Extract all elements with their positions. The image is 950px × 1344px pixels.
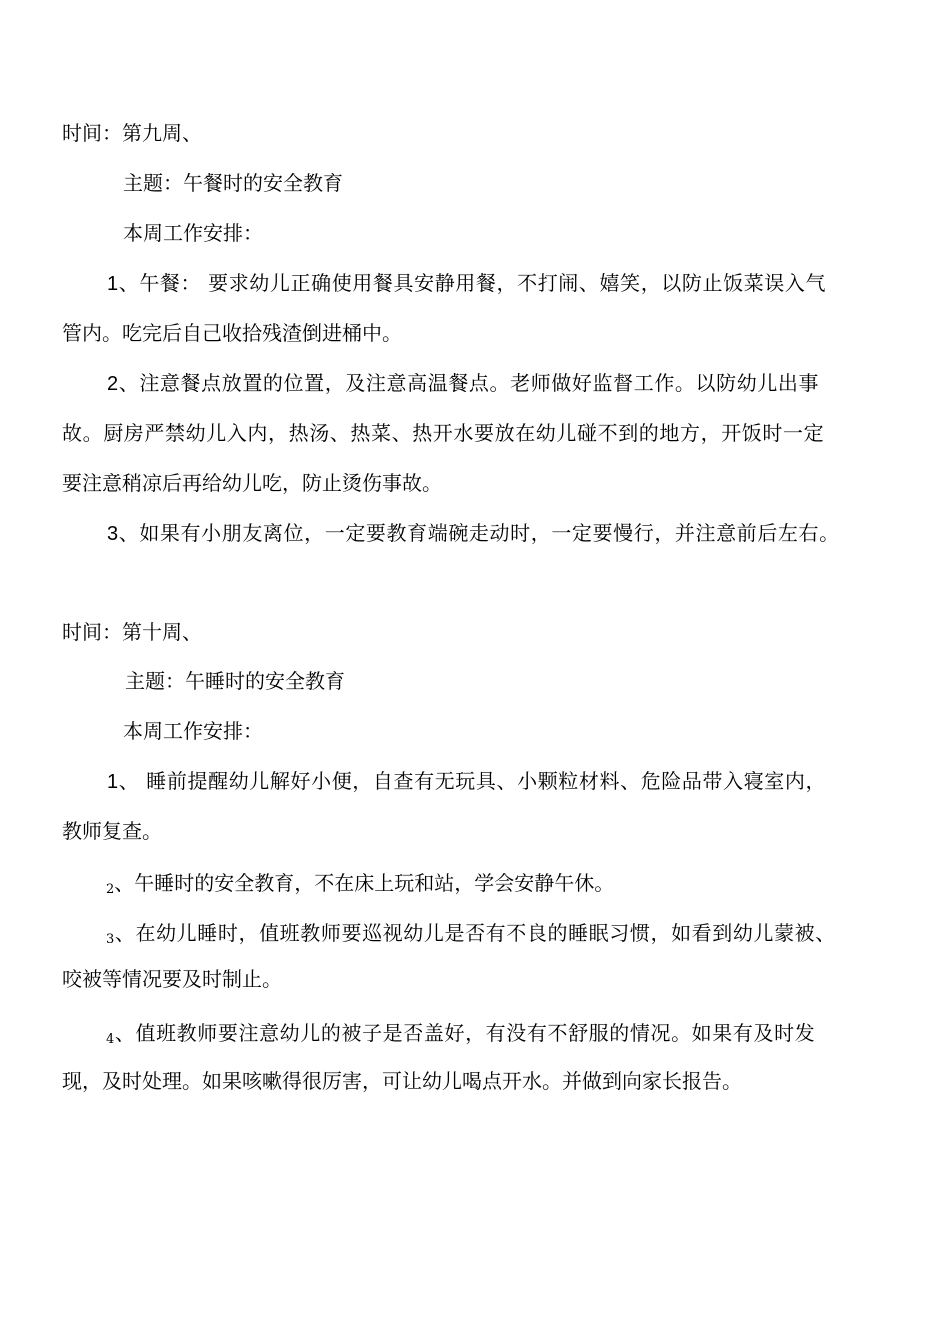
section1-item3-line1 xyxy=(107,520,840,547)
section2-item1-line1 xyxy=(107,768,826,795)
section1-item3-text: 、如果有小朋友离位，一定要教育端碗走动时，一定要慢行，并注意前后左右。 xyxy=(118,521,840,545)
section2-item4-number: 4 xyxy=(106,1032,115,1047)
section1-item1-number: 1 xyxy=(107,273,119,295)
section2-item1-number: 1 xyxy=(107,771,119,793)
section2-item1-line2: 教师复查。 xyxy=(62,819,162,843)
section1-item2-line3: 要注意稍凉后再给幼儿吃，防止烫伤事故。 xyxy=(62,471,442,495)
section1-schedule: 本周工作安排： xyxy=(123,221,263,245)
section1-time: 时间：第九周、 xyxy=(62,121,202,145)
section2-item4-line2: 现，及时处理。如果咳嗽得很厉害，可让幼儿喝点开水。并做到向家长报告。 xyxy=(62,1069,742,1093)
section1-item1-line2: 管内。吃完后自己收拾残渣倒进桶中。 xyxy=(62,321,402,345)
section2-item4-line1 xyxy=(106,1020,815,1050)
section1-theme: 主题：午餐时的安全教育 xyxy=(123,171,343,195)
section2-item2-text: 、午睡时的安全教育，不在床上玩和站，学会安静午休。 xyxy=(114,871,615,895)
section2-item3-line1 xyxy=(106,920,836,950)
section2-item1-text: 、 睡前提醒幼儿解好小便，自查有无玩具、小颗粒材料、危险品带入寝室内， xyxy=(118,769,827,793)
section2-item3-line2: 咬被等情况要及时制止。 xyxy=(62,967,282,991)
section1-item2-number: 2 xyxy=(107,373,119,395)
section2-item3-text: 、在幼儿睡时，值班教师要巡视幼儿是否有不良的睡眠习惯，如看到幼儿蒙被、 xyxy=(114,921,836,945)
section1-item2-line2: 故。厨房严禁幼儿入内，热汤、热菜、热开水要放在幼儿碰不到的地方，开饭时一定 xyxy=(62,421,825,445)
section2-item2-number: 2 xyxy=(106,882,115,897)
section1-item3-number: 3 xyxy=(107,523,119,545)
section2-item3-number: 3 xyxy=(106,932,115,947)
section1-item1-text: 、午餐： 要求幼儿正确使用餐具安静用餐，不打闹、嬉笑，以防止饭菜误入气 xyxy=(118,271,827,295)
section1-item2-line1 xyxy=(107,370,819,397)
section2-item4-text: 、值班教师要注意幼儿的被子是否盖好，有没有不舒服的情况。如果有及时发 xyxy=(114,1021,816,1045)
section2-time: 时间：第十周、 xyxy=(62,620,202,644)
section1-item1-line1 xyxy=(107,270,826,297)
section2-theme: 主题：午睡时的安全教育 xyxy=(125,669,345,693)
section2-item2-line1 xyxy=(106,870,614,900)
section1-item2-text: 、注意餐点放置的位置，及注意高温餐点。老师做好监督工作。以防幼儿出事 xyxy=(118,371,820,395)
section2-schedule: 本周工作安排： xyxy=(123,719,263,743)
